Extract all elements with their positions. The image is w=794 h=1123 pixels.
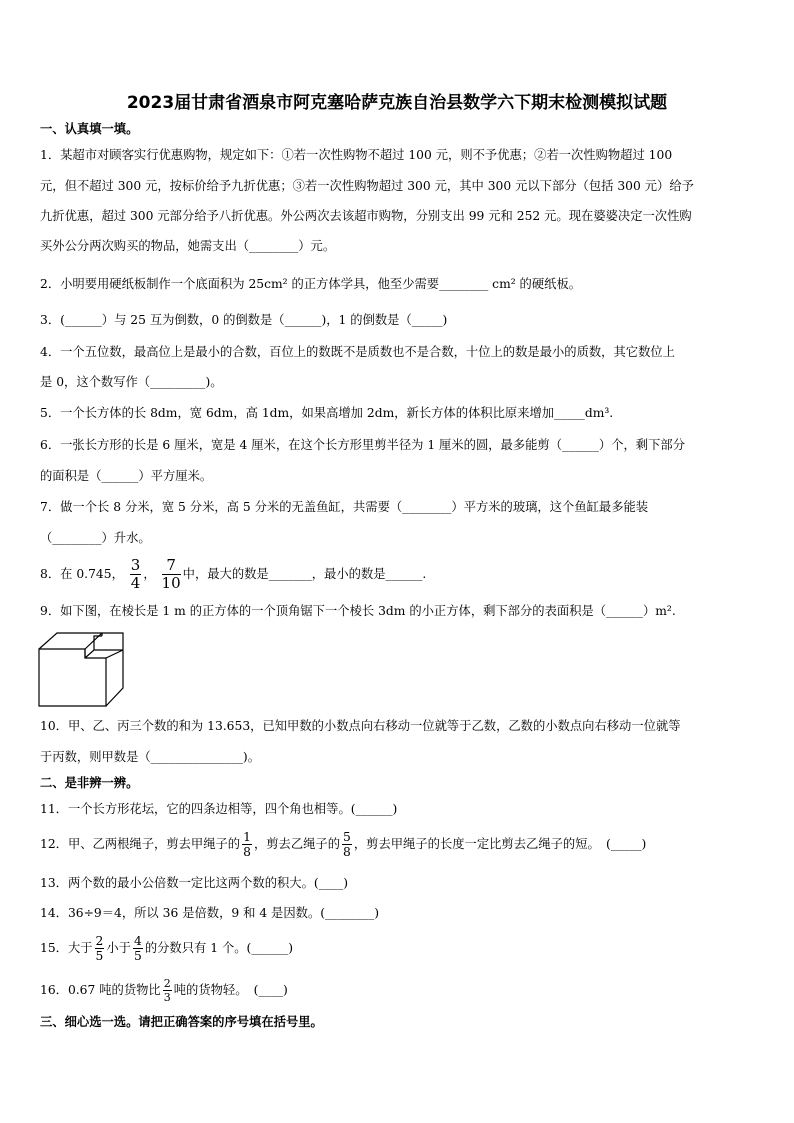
section-heading-1: 一、认真填一填。 <box>40 121 139 136</box>
question-15-part-b: 小于 <box>106 941 131 955</box>
question-4-line-2: 是 0，这个数写作（_________)。 <box>40 375 223 389</box>
question-7-line-1: 7．做一个长 8 分米，宽 5 分米，高 5 分米的无盖鱼缸，共需要（________）平方米的玻璃，这个鱼缸最多能装 <box>40 500 649 514</box>
fraction-denominator: 8 <box>243 845 251 859</box>
question-15 <box>40 930 293 966</box>
question-8: 8．在 0.745， $\frac{3}{4}$ ， $\frac{7}{10}$ 中，最大的数是_______，最小的数是______. <box>40 556 427 592</box>
question-13: 13．两个数的最小公倍数一定比这两个数的积大。(____) <box>40 876 349 890</box>
question-16-part-b: 吨的货物轻。 (____) <box>173 983 288 997</box>
fraction-denominator: 5 <box>95 949 104 963</box>
question-10-line-2: 于丙数，则甲数是（_______________)。 <box>40 750 260 764</box>
fraction-2-5 <box>95 935 105 963</box>
section-heading-3: 三、细心选一选。请把正确答案的序号填在括号里。 <box>40 1014 323 1029</box>
fraction-2-3 <box>163 978 172 1003</box>
fraction-3-4 <box>130 558 142 591</box>
cube-with-cut-corner-figure <box>38 632 128 708</box>
fraction-denominator: 5 <box>133 949 142 963</box>
fraction-1-8 <box>242 831 252 859</box>
fraction-numerator: 5 <box>343 829 351 844</box>
section-heading-2: 二、是非辨一辨。 <box>40 775 139 790</box>
fraction-7-10 <box>162 558 181 591</box>
fraction-5-8 <box>342 831 352 859</box>
fraction-numerator: 2 <box>163 977 171 990</box>
question-11: 11．一个长方形花坛，它的四条边相等，四个角也相等。(______) <box>40 802 398 816</box>
question-6-line-1: 6．一张长方形的长是 6 厘米，宽是 4 厘米，在这个长方形里剪半径为 1 厘米的圆，最多能剪（______）个，剩下部分 <box>40 438 685 452</box>
question-10-line-1: 10．甲、乙、丙三个数的和为 13.653，已知甲数的小数点向右移动一位就等于乙数，乙数的小数点向右移动一位就等 <box>40 719 681 733</box>
fraction-numerator: 4 <box>133 933 142 948</box>
question-12-part-c: ，剪去甲绳子的长度一定比剪去乙绳子的短。 (_____) <box>353 837 647 851</box>
question-4-line-1: 4．一个五位数，最高位上是最小的合数，百位上的数既不是质数也不是合数，十位上的数是最小的质数，其它数位上 <box>40 345 675 359</box>
fraction-4-5 <box>133 935 143 963</box>
question-15-part-c: 的分数只有 1 个。(______) <box>144 941 294 955</box>
question-14: 14．36÷9＝4，所以 36 是倍数，9 和 4 是因数。(________) <box>40 906 380 920</box>
fraction-denominator: 10 <box>161 574 181 592</box>
question-15-part-a: 15．大于 <box>40 941 93 955</box>
question-2: 2．小明要用硬纸板制作一个底面积为 25cm² 的正方体学具，他至少需要________ cm² 的硬纸板。 <box>40 277 582 291</box>
question-16 <box>40 974 288 1006</box>
question-5: 5．一个长方体的长 8dm，宽 6dm，高 1dm，如果高增加 2dm，新长方体的体积比原来增加_____dm³. <box>40 406 614 420</box>
question-1-line-3: 九折优惠，超过 300 元部分给予八折优惠。外公两次去该超市购物，分别支出 99 元和 252 元。现在婆婆决定一次性购 <box>40 209 692 223</box>
question-3: 3．(______）与 25 互为倒数，0 的倒数是（______)，1 的倒数是（_____) <box>40 313 448 327</box>
question-16-part-a: 16．0.67 吨的货物比 <box>40 983 161 997</box>
question-12-part-a: 12．甲、乙两根绳子，剪去甲绳子的 <box>40 837 241 851</box>
fraction-numerator: 3 <box>130 556 141 574</box>
question-9: 9．如下图，在棱长是 1 m 的正方体的一个顶角锯下一个棱长 3dm 的小正方体，剩下部分的表面积是（______）m². <box>40 604 676 618</box>
question-7-line-2: （________）升水。 <box>40 531 151 545</box>
question-8-prefix: 8．在 <box>40 567 73 581</box>
question-6-line-2: 的面积是（______）平方厘米。 <box>40 469 213 483</box>
question-1-line-4: 买外公分两次购买的物品，她需支出（________）元。 <box>40 239 336 253</box>
fraction-numerator: 7 <box>162 558 181 575</box>
number-0745: 0.745 <box>76 567 112 581</box>
fraction-denominator: 3 <box>163 991 171 1004</box>
question-1-line-1: 1．某超市对顾客实行优惠购物，规定如下：①若一次性购物不超过 100 元，则不予优惠；②若一次性购物超过 100 <box>40 148 673 162</box>
question-1-line-2: 元，但不超过 300 元，按标价给予九折优惠；③若一次性购物超过 300 元，其中 300 元以下部分（包括 300 元）给予 <box>40 179 694 193</box>
fraction-denominator: 8 <box>343 845 351 859</box>
fraction-numerator: 1 <box>243 829 251 844</box>
fraction-numerator: 2 <box>95 933 104 948</box>
page-title: 2023届甘肃省酒泉市阿克塞哈萨克族自治县数学六下期末检测模拟试题 <box>126 93 668 113</box>
question-8-suffix: 中，最大的数是_______，最小的数是______. <box>182 567 427 581</box>
question-12 <box>40 826 646 862</box>
question-12-part-b: ，剪去乙绳子的 <box>253 837 341 851</box>
fraction-denominator: 4 <box>130 574 141 592</box>
